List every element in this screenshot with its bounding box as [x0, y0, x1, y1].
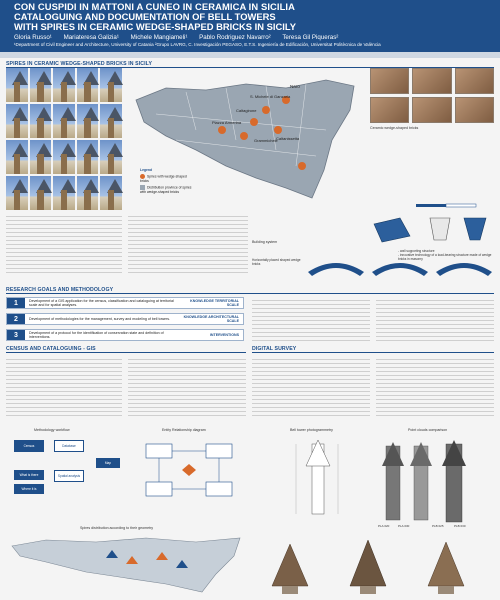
bell-tower-photo [30, 140, 52, 174]
brick-arch [372, 263, 428, 276]
goal-number: 1 [7, 298, 25, 308]
brick-photo [370, 68, 409, 94]
header-band [0, 52, 500, 58]
bell-tower-drawings [256, 436, 492, 596]
map-legend [140, 168, 192, 194]
bell-tower-photo [53, 68, 75, 102]
goal-text: Development of a protocol for the identification of conservation state and definition of interventions. [29, 331, 164, 339]
text-block [128, 356, 246, 418]
goal-number: 2 [7, 314, 25, 324]
distribution-caption: Spires distribution according to their geometry [80, 526, 154, 530]
map-label: Grammichele [254, 138, 278, 143]
bell-tower-photo [77, 176, 99, 210]
dimension-label: PLA 020 [378, 524, 390, 528]
map-label: Naro [290, 84, 300, 89]
section-title-goals: RESEARCH GOALS AND METHODOLOGY [6, 287, 114, 293]
wedge-brick-section [430, 218, 450, 240]
wedge-brick-3d [374, 218, 410, 242]
brick-photo [455, 97, 494, 123]
ceramic-bricks-panel [370, 68, 494, 198]
author: Pablo Rodriguez Navarro² [199, 34, 271, 41]
spire-marker [240, 132, 248, 140]
affiliation: ¹Department of Civil Engineer and Architecture, University of Catania ²Grupo LAVRG, C. Investigación PEGASO, E.T.S. Ingeniería de Edificación, Universitat Politècnica de València [14, 42, 381, 47]
dimension-label: PLB 025 [432, 524, 444, 528]
title-english-1: CATALOGUING AND DOCUMENTATION OF BELL TOWERS [14, 11, 276, 22]
dimension-label: PLA 030 [398, 524, 410, 528]
legend-item: Distribution province of spires with wedge-shaped bricks [140, 185, 192, 194]
author: Mariateresa Galizia¹ [63, 34, 119, 41]
bell-tower-photo [30, 176, 52, 210]
author: Gloria Russo¹ [14, 34, 52, 41]
map-label: Caltagirone [236, 108, 257, 113]
spire-marker [262, 106, 270, 114]
bell-tower-photo [53, 176, 75, 210]
building-system-diagram [306, 248, 496, 280]
text-block [6, 356, 122, 418]
diagram-title: Methodology workflow [34, 428, 70, 432]
map-label: Caltanissetta [276, 136, 300, 141]
text-block [376, 356, 494, 418]
bricks-caption: Ceramic wedge-shaped bricks [370, 126, 419, 130]
bell-tower-photo [77, 104, 99, 138]
bell-tower-photo [53, 104, 75, 138]
workflow-box: Spatial analysis [54, 470, 84, 482]
brick-photo [455, 68, 494, 94]
bell-tower-photo [100, 104, 122, 138]
island-outline [12, 538, 240, 592]
legend-item: Spires with wedge-shaped bricks [140, 174, 187, 183]
bell-tower-photo [77, 140, 99, 174]
digital-caption-2: Point clouds comparison [408, 428, 448, 432]
distribution-map [6, 534, 246, 596]
bell-tower-photo-grid [6, 68, 122, 210]
goal-text: Development of a GIS application for the census, classification and cataloguing at territorial scale and for spatial analyses. [29, 299, 174, 307]
map-label: S. Michele di Ganzaria [250, 94, 291, 99]
text-block [128, 213, 248, 276]
dimension-label: PLB 030 [454, 524, 466, 528]
bell-tower-photo [100, 140, 122, 174]
authors [14, 34, 486, 42]
building-note: Horizontally placed shaped wedge bricks [252, 258, 301, 266]
workflow-box: Database [54, 440, 84, 452]
goal-row [6, 313, 244, 325]
spire-marker [298, 162, 306, 170]
map-label: Piazza Armerina [212, 120, 242, 125]
workflow-box: Where it is [14, 484, 44, 494]
spire-marker [250, 118, 258, 126]
brick-photo [412, 68, 451, 94]
bell-tower-photo [77, 68, 99, 102]
wedge-brick-diagram [370, 200, 494, 250]
wedge-brick-top [464, 218, 486, 240]
goal-text: Development of methodologies for the management, survey and modeling of bell towers. [29, 317, 171, 321]
section-title-census: CENSUS AND CATALOGUING - GIS [6, 346, 96, 352]
author: Teresa Gil Piqueras² [282, 34, 339, 41]
goal-tag: INTERVENTIONS [209, 333, 239, 337]
brick-arch [308, 263, 364, 276]
text-block [6, 213, 122, 276]
bell-tower-photo [6, 104, 28, 138]
section-rule [6, 293, 494, 294]
legend-title: Legend [140, 168, 153, 172]
brick-photo [412, 97, 451, 123]
bell-tower-photo [100, 68, 122, 102]
scale-bar [446, 204, 476, 207]
workflow-box: What is there [14, 470, 44, 480]
workflow-box: Census [14, 440, 44, 452]
goal-tag: KNOWLEDGE TERRITORIAL SCALE [190, 299, 239, 307]
text-block [376, 297, 494, 342]
goal-tag: KNOWLEDGE ARCHITECTURAL SCALE [183, 315, 239, 323]
bell-tower-photo [30, 104, 52, 138]
goal-row [6, 329, 244, 341]
entity-relationship-diagram [136, 436, 246, 520]
bell-tower-photo [30, 68, 52, 102]
brick-arch [436, 263, 492, 276]
building-label: Building system [252, 240, 278, 244]
title-english-2: WITH SPIRES IN CERAMIC WEDGE-SHAPED BRICKS IN SICILY [14, 21, 296, 32]
text-block [252, 297, 370, 342]
brick-photo [370, 97, 409, 123]
poster-header [0, 0, 500, 52]
bell-tower-photo [6, 68, 28, 102]
goal-row [6, 297, 244, 309]
goal-number: 3 [7, 330, 25, 340]
bell-tower-photo [6, 176, 28, 210]
bell-tower-photo [100, 176, 122, 210]
bell-tower-photo [53, 140, 75, 174]
bell-tower-photo [6, 140, 28, 174]
title-italian: CON CUSPIDI IN MATTONI A CUNEO IN CERAMICA IN SICILIA [14, 1, 295, 12]
section-rule [252, 352, 494, 353]
entity-title: Entity Relationship diagram [162, 428, 206, 432]
digital-caption-1: Bell tower photogrammetry [290, 428, 333, 432]
section-rule [6, 352, 246, 353]
author: Michele Mangiameli¹ [130, 34, 188, 41]
wedge-notes: - wall supporting structure - innovative technology of a load-bearing structure made of wedge bricks in masonry [398, 249, 492, 261]
workflow-box: Map [96, 458, 120, 468]
text-block [252, 356, 370, 418]
spire-marker [274, 126, 282, 134]
section-title-digital: DIGITAL SURVEY [252, 346, 297, 352]
scale-bar [416, 204, 446, 207]
spire-marker [218, 126, 226, 134]
section-title-spires: SPIRES IN CERAMIC WEDGE-SHAPED BRICKS IN SICILY [6, 61, 153, 67]
